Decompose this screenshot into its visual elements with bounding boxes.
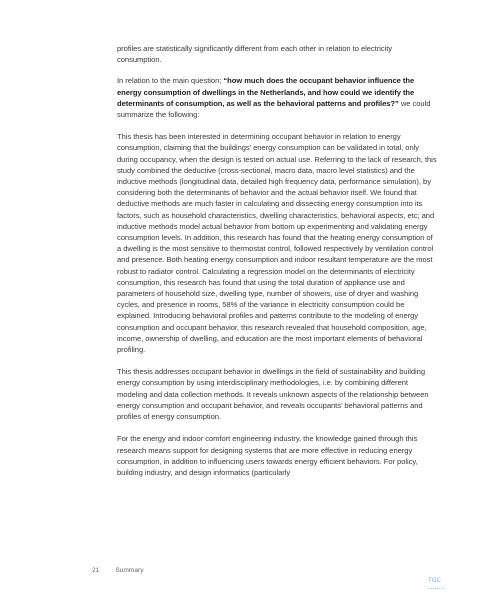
toc-underline: [428, 588, 444, 589]
body-text: [117, 43, 437, 489]
paragraph-4: This thesis addresses occupant behavior in dwellings in the field of sustainability and building energy consumption by using interdisciplinary methodologies, i.e. by combining different modeling and data collection methods. It reveals unknown aspects of the relationship between energy consumption and occupant behavior, and reveals occupants’ behavioral patterns and profiles of energy consumption.: [117, 367, 429, 422]
page-number: 21: [92, 567, 100, 574]
main-question-bold: “how much does the occupant behavior influence the energy consumption of dwellings in the Netherlands, and how could we identify the determinants of consumption, as well as the behavioral patterns and profiles?”: [117, 76, 415, 108]
paragraph-2: [117, 75, 437, 120]
paragraph-1: profiles are statistically significantly different from each other in relation to electricity consumption.: [117, 44, 393, 65]
page-footer: [92, 567, 144, 574]
paragraph-3: This thesis has been interested in determining occupant behavior in relation to energy consumption, claiming that the buildings’ energy consumption can be validated in total, only during occupancy, when the design is tested on actual use. Referring to the lack of research, this study combined the deductive (cross-sectional, macro data, macro level statistics) and the inductive methods (longitudinal data, detailed high frequency data, performance simulation), by considering both the determinants of behavior and the actual behavior itself. We found that deductive methods are much faster in calculating and dissecting energy consumption into its factors, such as household characteristics, dwelling characteristics, behavioral aspects, etc; and inductive methods model actual behavior from bottom up experimenting and validating energy consumption levels. In addition, this research has found that the heating energy consumption of a dwelling is the most sensitive to thermostat control, followed respectively by ventilation control and presence. Both heating energy consumption and indoor resultant temperature are the most robust to radiator control. Calculating a regression model on the determinants of electricity consumption, this research has found that using the total duration of appliance use and parameters of household size, dwelling type, number of showers, use of dryer and washing cycles, and presence in rooms, 58% of the variance in electricity consumption could be explained. Introducing behavioral profiles and patterns contribute to the modeling of energy consumption and occupant behavior, this research revealed that household composition, age, income, ownership of dwelling, and education are the most important elements of behavioral profiling.: [117, 132, 437, 355]
paragraph-2-intro: In relation to the main question;: [117, 76, 224, 86]
paragraph-5: For the energy and indoor comfort engineering industry, the knowledge gained through this research means support for designing systems that are more effective in reducing energy consumption, in addition to influencing users towards energy efficient behaviors. For policy, building industry, and design informatics (particularly: [117, 434, 418, 477]
section-name: Summary: [115, 567, 144, 574]
paragraph-2-outro: we could summarize the following:: [117, 98, 431, 120]
toc-link[interactable]: TOC: [428, 578, 442, 584]
